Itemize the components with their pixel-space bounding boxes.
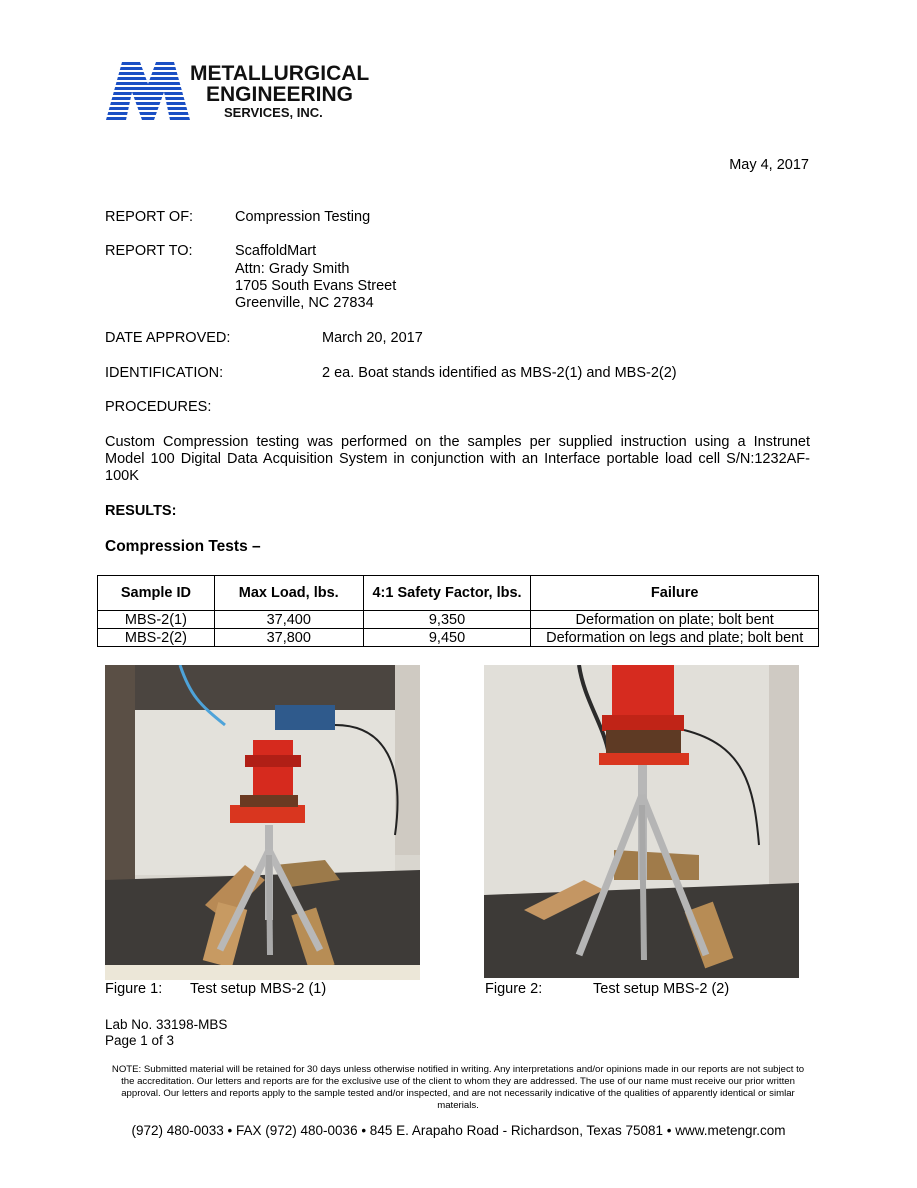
procedures-label: PROCEDURES: [105,399,212,415]
figure-2-caption: Test setup MBS-2 (2) [593,981,730,997]
report-to-line: Attn: Grady Smith [235,261,350,277]
cell-safety-factor: 9,450 [363,629,531,647]
report-to-line: ScaffoldMart [235,243,317,259]
figure-1-photo [105,665,420,980]
company-logo [106,62,386,124]
logo-text-line2: ENGINEERING [206,83,354,106]
disclaimer-note: NOTE: Submitted material will be retained for 30 days unless otherwise notified in writing. Any interpretations and/or opinions made in our reports are not subject to the accreditation. Our letters and reports are for the exclusive use of the client to whom they are addressed. The use of our name must receive our prior written approval. Our letters and reports apply to the sample tested and/or inspected, and are not necessarily indicative of the qualities of apparently identical or simlar materials. [111,1064,805,1111]
table-row [98,629,819,647]
page-number: Page 1 of 3 [105,1033,175,1048]
logo-text-line3: SERVICES, INC. [224,105,323,120]
procedures-text-line: 100K [105,468,139,484]
report-of-label: REPORT OF: [105,209,194,225]
contact-footer: (972) 480-0033 • FAX (972) 480-0036 • 845 E. Arapaho Road - Richardson, Texas 75081 • www.metengr.com [131,1123,786,1138]
cell-failure: Deformation on plate; bolt bent [531,611,819,629]
cell-sample-id: MBS-2(1) [98,611,215,629]
cell-max-load: 37,400 [214,611,363,629]
cell-sample-id: MBS-2(2) [98,629,215,647]
identification-value: 2 ea. Boat stands identified as MBS-2(1) and MBS-2(2) [322,365,677,381]
date-approved-label: DATE APPROVED: [105,330,231,346]
results-table [97,575,819,647]
column-header-sample-id: Sample ID [98,576,215,611]
report-to-line: 1705 South Evans Street [235,278,397,294]
column-header-safety-factor: 4:1 Safety Factor, lbs. [363,576,531,611]
procedures-text-line: Model 100 Digital Data Acquisition System in conjunction with an Interface portable load cell S/N:1232AF- [105,451,810,467]
figure-2-label: Figure 2: [485,981,543,997]
report-to-label: REPORT TO: [105,243,193,259]
report-of-value: Compression Testing [235,209,371,225]
procedures-text-line: Custom Compression testing was performed on the samples per supplied instruction using a Instrunet [105,434,810,450]
report-to-line: Greenville, NC 27834 [235,295,374,311]
date-approved-value: March 20, 2017 [322,330,423,346]
figure-1-caption: Test setup MBS-2 (1) [190,981,327,997]
cell-failure: Deformation on legs and plate; bolt bent [531,629,819,647]
cell-max-load: 37,800 [214,629,363,647]
figure-2-photo [484,665,799,978]
figure-1-label: Figure 1: [105,981,163,997]
column-header-max-load: Max Load, lbs. [214,576,363,611]
table-header-row [98,576,819,611]
compression-tests-heading: Compression Tests – [105,538,261,555]
lab-number: Lab No. 33198-MBS [105,1017,228,1032]
results-label: RESULTS: [105,503,177,519]
cell-safety-factor: 9,350 [363,611,531,629]
report-date: May 4, 2017 [729,157,809,173]
logo-text-line1: METALLURGICAL [190,62,370,85]
column-header-failure: Failure [531,576,819,611]
table-row [98,611,819,629]
identification-label: IDENTIFICATION: [105,365,224,381]
mes-logo-mark-icon [106,62,190,120]
